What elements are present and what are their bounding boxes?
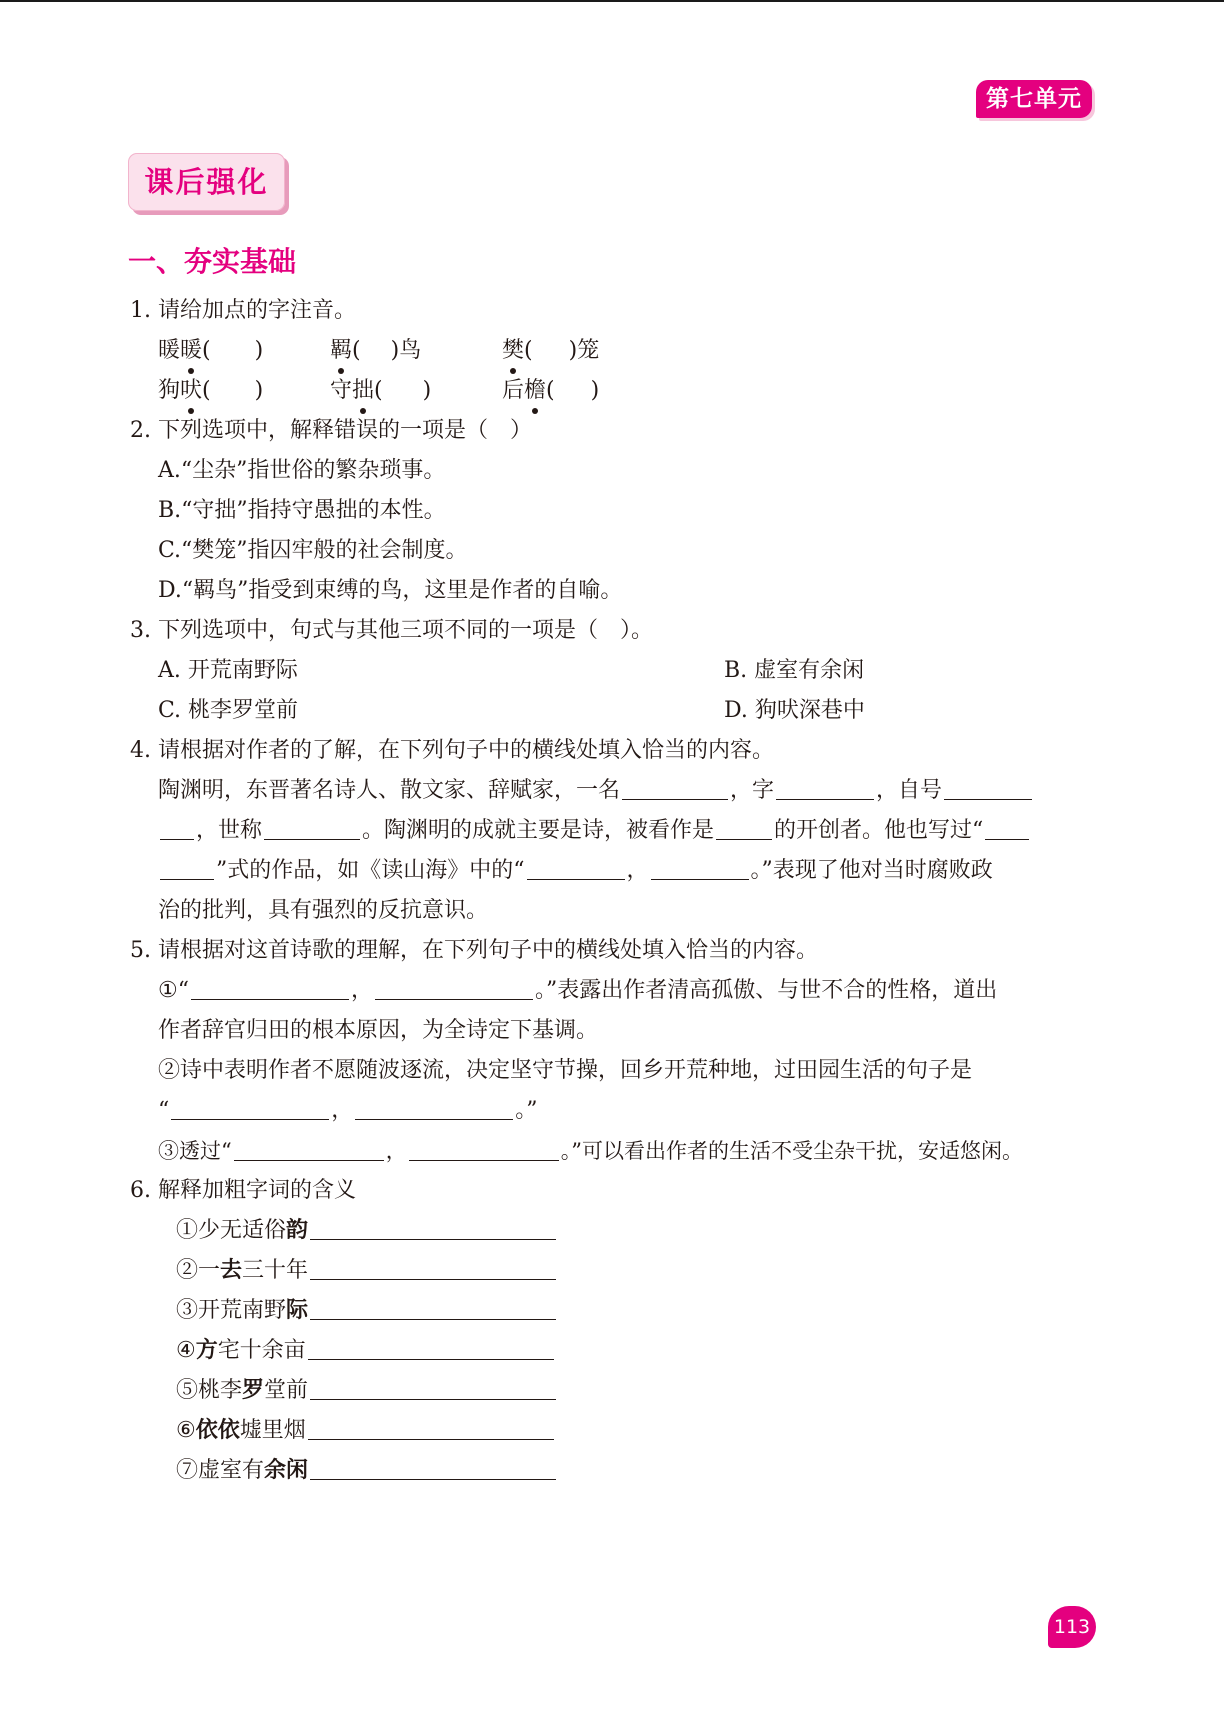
answer-blank[interactable] <box>622 775 728 800</box>
answer-blank[interactable] <box>409 1136 559 1161</box>
q5-s2-line-1: ②诗中表明作者不愿随波逐流，决定坚守节操，回乡开荒种地，过田园生活的句子是 <box>158 1058 973 1083</box>
q2-option-b: B.“守拙”指持守愚拙的本性。 <box>158 498 446 523</box>
q6-item-2: ②一去三十年 <box>176 1251 558 1291</box>
q5-s2-line-2: “ ， 。” <box>158 1091 538 1131</box>
q2-option-c: C.“樊笼”指囚牢般的社会制度。 <box>158 538 468 563</box>
q3-option-a: A. 开荒南野际 <box>158 658 298 683</box>
q3-option-d: D. 狗吠深巷中 <box>724 698 865 723</box>
answer-blank[interactable] <box>355 1095 513 1120</box>
q6-stem: 6. 解释加粗字词的含义 <box>130 1178 356 1203</box>
q5-s1-line-2: 作者辞官归田的根本原因，为全诗定下基调。 <box>158 1018 599 1043</box>
q3-option-b: B. 虚室有余闲 <box>724 658 865 683</box>
answer-blank[interactable] <box>985 815 1029 840</box>
q4-line-1: 陶渊明，东晋著名诗人、散文家、辞赋家，一名 ，字 ，自号 <box>158 771 1034 811</box>
part-title: 一、夯实基础 <box>128 245 297 278</box>
q6-item-1: ①少无适俗韵 <box>176 1211 558 1251</box>
answer-blank[interactable] <box>716 815 772 840</box>
dotted-char: 吠 <box>180 371 202 411</box>
section-badge: 课后强化 <box>128 153 285 211</box>
answer-blank[interactable] <box>651 855 749 880</box>
q6-item-7: ⑦虚室有余闲 <box>176 1451 558 1491</box>
q2-stem: 2. 下列选项中，解释错误的一项是（ ） <box>130 418 532 443</box>
answer-blank[interactable] <box>234 1136 384 1161</box>
dotted-char: 羁 <box>330 331 352 371</box>
q6-item-3: ③开荒南野际 <box>176 1291 558 1331</box>
q2-option-a: A.“尘杂”指世俗的繁杂琐事。 <box>158 458 446 483</box>
q6-item-5: ⑤桃李罗堂前 <box>176 1371 558 1411</box>
q1-item-1: 暖暖( ) <box>158 331 263 371</box>
q2-option-d: D.“羁鸟”指受到束缚的鸟，这里是作者的自喻。 <box>158 578 623 603</box>
answer-blank[interactable] <box>310 1215 556 1240</box>
q1-item-4: 狗吠( ) <box>158 371 263 411</box>
answer-blank[interactable] <box>310 1255 556 1280</box>
answer-blank[interactable] <box>310 1375 556 1400</box>
q5-s1-line-1: ①“ ， 。”表露出作者清高孤傲、与世不合的性格，道出 <box>158 971 997 1011</box>
q3-stem: 3. 下列选项中，句式与其他三项不同的一项是（ ）。 <box>130 618 653 643</box>
q6-item-6: ⑥依依墟里烟 <box>176 1411 556 1451</box>
dotted-char: 拙 <box>352 371 374 411</box>
answer-blank[interactable] <box>944 775 1032 800</box>
page-number: 113 <box>1048 1606 1096 1648</box>
answer-blank[interactable] <box>310 1455 556 1480</box>
answer-blank[interactable] <box>308 1415 554 1440</box>
q1-stem: 1. 请给加点的字注音。 <box>130 298 356 323</box>
answer-blank[interactable] <box>527 855 625 880</box>
answer-blank[interactable] <box>171 1095 329 1120</box>
q5-stem: 5. 请根据对这首诗歌的理解，在下列句子中的横线处填入恰当的内容。 <box>130 938 818 963</box>
dotted-char: 暖 <box>180 331 202 371</box>
top-rule <box>0 0 1224 2</box>
answer-blank[interactable] <box>264 815 360 840</box>
answer-blank[interactable] <box>308 1335 554 1360</box>
q1-item-2: 羁( )鸟 <box>330 331 421 371</box>
q3-option-c: C. 桃李罗堂前 <box>158 698 299 723</box>
q1-item-3: 樊( )笼 <box>502 331 599 371</box>
q4-stem: 4. 请根据对作者的了解，在下列句子中的横线处填入恰当的内容。 <box>130 738 774 763</box>
q1-item-6: 后檐( ) <box>502 371 599 411</box>
answer-blank[interactable] <box>191 975 349 1000</box>
q5-s3-line: ③透过“ ， 。”可以看出作者的生活不受尘杂干扰，安适悠闲。 <box>158 1131 1023 1171</box>
q4-line-4: 治的批判，具有强烈的反抗意识。 <box>158 898 489 923</box>
dotted-char: 樊 <box>502 331 524 371</box>
answer-blank[interactable] <box>310 1295 556 1320</box>
answer-blank[interactable] <box>375 975 533 1000</box>
answer-blank[interactable] <box>160 815 194 840</box>
answer-blank[interactable] <box>776 775 874 800</box>
dotted-char: 檐 <box>524 371 546 411</box>
answer-blank[interactable] <box>160 855 214 880</box>
q6-item-4: ④方宅十余亩 <box>176 1331 556 1371</box>
q1-item-5: 守拙( ) <box>330 371 431 411</box>
q4-line-3: ”式的作品，如《读山海》中的“ ， 。”表现了他对当时腐败政 <box>158 851 993 891</box>
q4-line-2: ，世称 。陶渊明的成就主要是诗，被看作是 的开创者。他也写过“ <box>158 811 1031 851</box>
unit-tab: 第七单元 <box>976 80 1092 118</box>
